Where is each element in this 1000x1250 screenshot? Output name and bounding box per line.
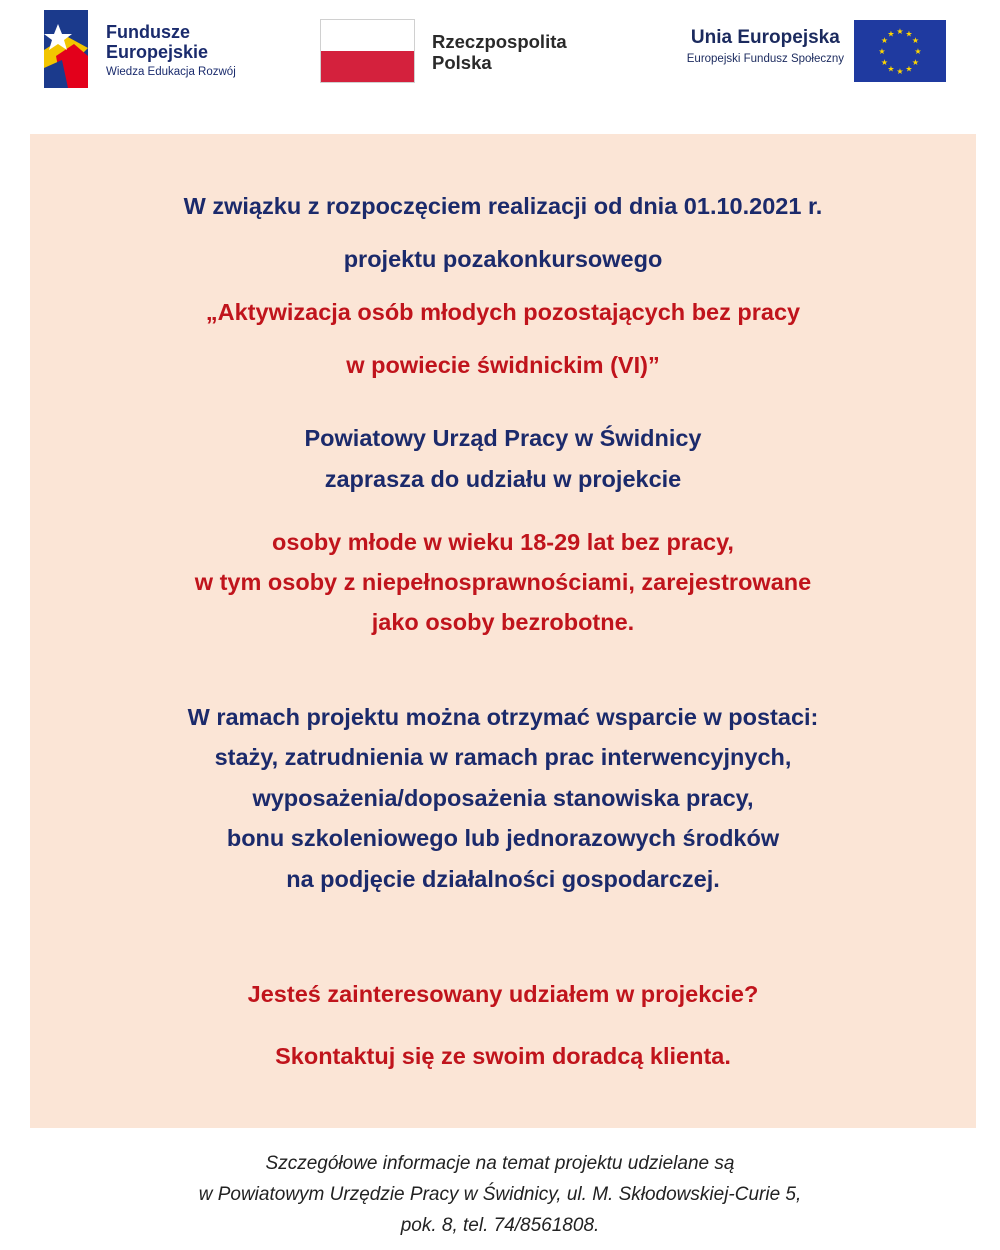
office-line-2: zaprasza do udziału w projekcie xyxy=(324,466,682,492)
svg-text:★: ★ xyxy=(896,67,904,76)
support-line-2: staży, zatrudnienia w ramach prac interwencyjnych, xyxy=(214,744,792,770)
svg-text:★: ★ xyxy=(905,29,913,39)
support-line-5: na podjęcie działalności gospodarczej. xyxy=(286,866,720,892)
office-line-1: Powiatowy Urząd Pracy w Świdnicy xyxy=(304,425,702,451)
pl-logo-line2: Polska xyxy=(432,52,492,73)
intro-line-1: W związku z rozpoczęciem realizacji od dnia 01.10.2021 r. xyxy=(183,193,823,219)
svg-text:★: ★ xyxy=(887,29,895,39)
pl-logo-line1: Rzeczpospolita xyxy=(432,31,567,52)
svg-text:★: ★ xyxy=(896,27,904,36)
logo-header xyxy=(0,0,1000,110)
svg-text:★: ★ xyxy=(880,36,889,45)
svg-text:★: ★ xyxy=(905,64,913,74)
footer-line-2: w Powiatowym Urzędzie Pracy w Świdnicy, ul. M. Skłodowskiej-Curie 5, xyxy=(198,1184,802,1205)
polish-flag-icon xyxy=(320,19,415,83)
support-line-1: W ramach projektu można otrzymać wsparcie w postaci: xyxy=(187,704,819,730)
support-line-3: wyposażenia/doposażenia stanowiska pracy, xyxy=(252,785,754,811)
target-group-line-1: osoby młode w wieku 18-29 lat bez pracy, xyxy=(272,529,734,555)
eu-flag-icon xyxy=(854,20,946,82)
svg-text:★: ★ xyxy=(880,58,889,67)
rzeczpospolita-polska-logo xyxy=(320,19,600,85)
support-line-4: bonu szkoleniowego lub jednorazowych środków xyxy=(226,825,780,851)
project-title-line-1: „Aktywizacja osób młodych pozostających bez pracy xyxy=(205,299,801,325)
svg-text:★: ★ xyxy=(887,64,895,74)
intro-line-2: projektu pozakonkursowego xyxy=(343,246,663,272)
footer-contact-info xyxy=(0,1148,1000,1241)
footer-line-3: pok. 8, tel. 74/8561808. xyxy=(400,1215,600,1236)
footer-line-1: Szczegółowe informacje na temat projektu udzielane są xyxy=(265,1153,735,1174)
notice-panel xyxy=(30,134,976,1128)
fe-logo-line1: Fundusze xyxy=(106,22,190,42)
fe-logo-tagline: Wiedza Edukacja Rozwój xyxy=(106,66,236,78)
target-group-line-3: jako osoby bezrobotne. xyxy=(371,609,635,635)
call-to-action-line: Skontaktuj się ze swoim doradcą klienta. xyxy=(275,1043,731,1069)
project-title-line-2: w powiecie świdnickim (VI)” xyxy=(346,352,660,378)
unia-europejska-logo xyxy=(640,20,960,86)
target-group-line-2: w tym osoby z niepełnosprawnościami, zarejestrowane xyxy=(194,569,812,595)
svg-text:★: ★ xyxy=(911,36,920,45)
svg-text:★: ★ xyxy=(911,58,920,67)
svg-text:★: ★ xyxy=(914,47,922,56)
fundusze-europejskie-logo xyxy=(44,10,274,90)
question-line: Jesteś zainteresowany udziałem w projekcie? xyxy=(247,981,759,1007)
fe-logo-line2: Europejskie xyxy=(106,42,209,62)
fundusze-europejskie-emblem-icon xyxy=(44,10,88,88)
svg-text:★: ★ xyxy=(878,47,886,56)
eu-logo-line1: Unia Europejska xyxy=(690,27,840,48)
eu-logo-line2: Europejski Fundusz Społeczny xyxy=(686,53,844,65)
